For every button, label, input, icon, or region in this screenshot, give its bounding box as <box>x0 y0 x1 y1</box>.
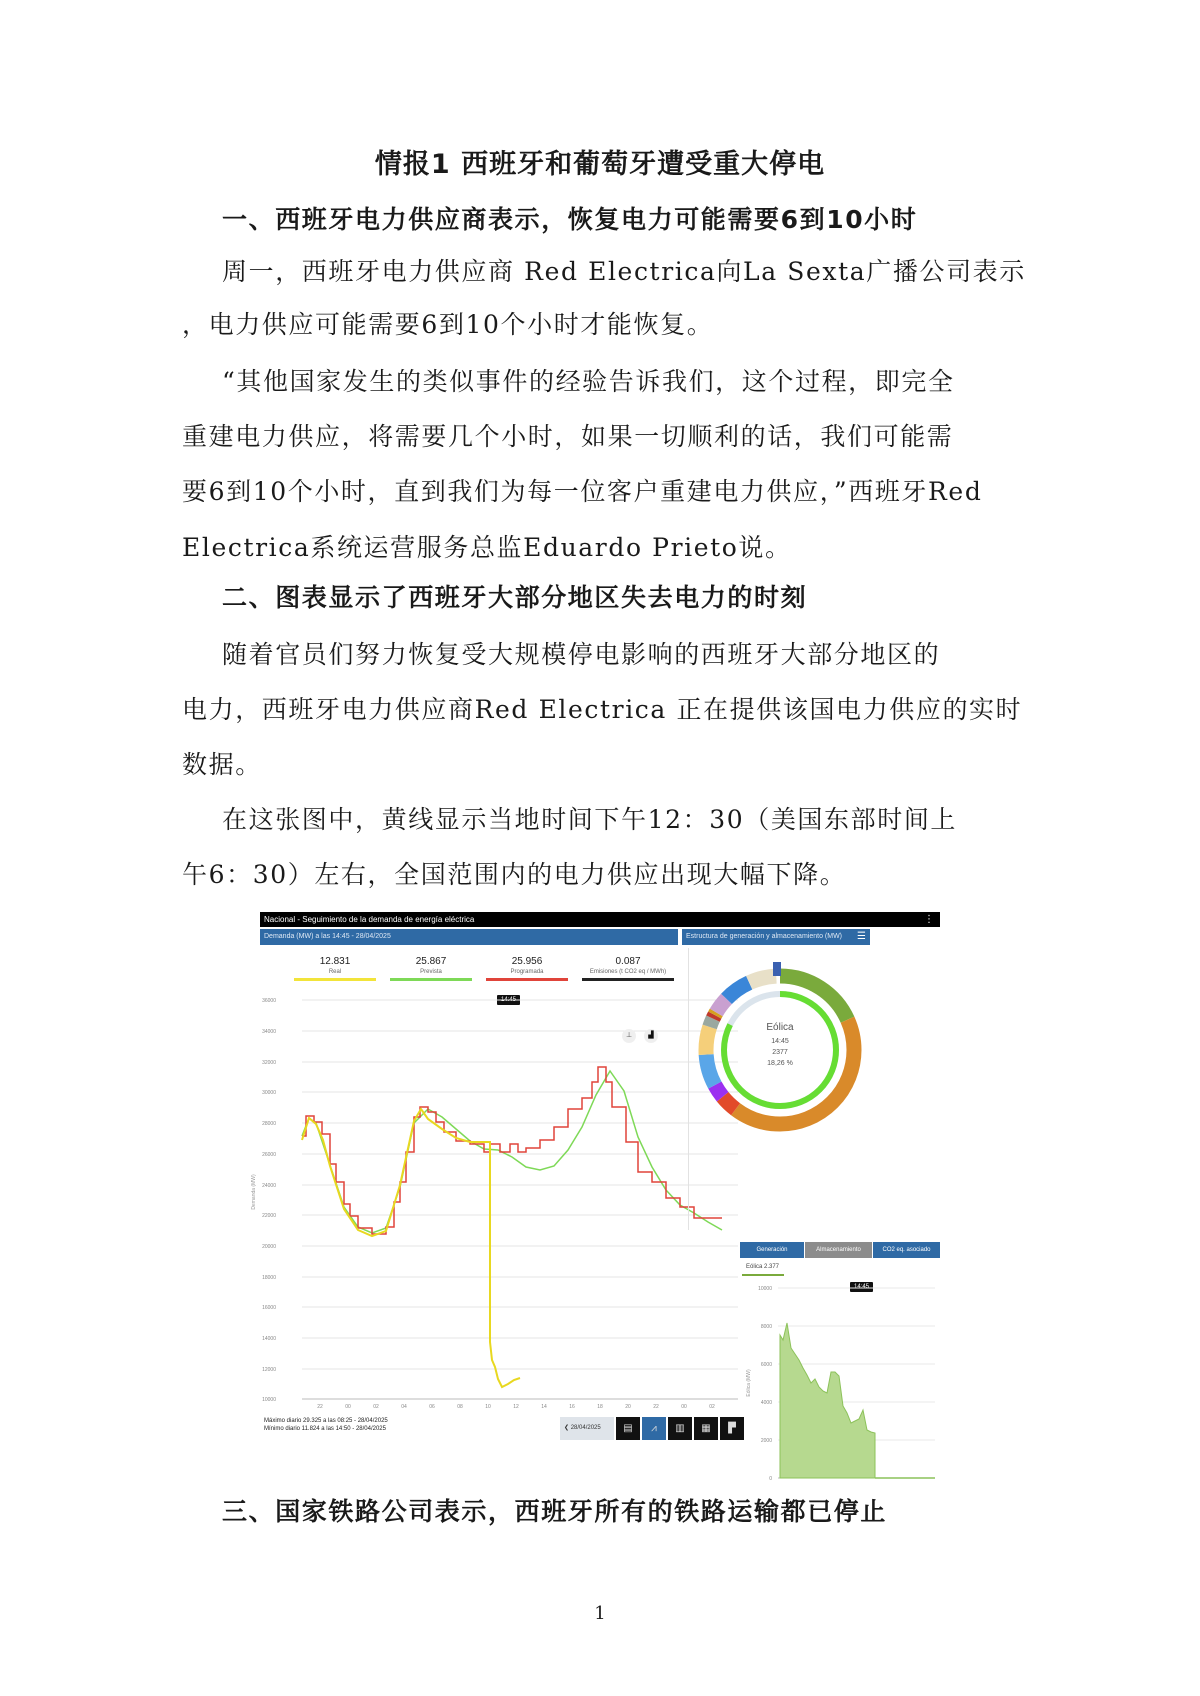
svg-text:36000: 36000 <box>262 998 276 1004</box>
y-tick-labels <box>262 998 276 1403</box>
small-legend-underline <box>742 1274 784 1276</box>
svg-text:12: 12 <box>513 1404 519 1410</box>
date-label: 28/04/2025 <box>570 1425 601 1431</box>
svg-text:14000: 14000 <box>262 1336 276 1342</box>
svg-text:14: 14 <box>541 1404 547 1410</box>
svg-text:2000: 2000 <box>760 1438 772 1444</box>
y-axis-label: Demanda (MW) <box>251 1174 257 1210</box>
more-menu-icon[interactable]: ⋮ <box>924 914 934 925</box>
svg-text:10: 10 <box>485 1404 491 1410</box>
svg-text:4000: 4000 <box>760 1400 772 1406</box>
section1-para1-line2: ，电力供应可能需要6到10个小时才能恢复。 <box>182 310 714 339</box>
x-tick-labels <box>317 1404 715 1410</box>
section1-heading: 一、西班牙电力供应商表示，恢复电力可能需要6到10小时 <box>222 205 918 234</box>
section1-para1-line1: 周一，西班牙电力供应商 Red Electrica向La Sexta广播公司表示 <box>222 257 1026 286</box>
list-icon[interactable]: ☰ <box>857 931 866 942</box>
svg-text:6000: 6000 <box>760 1362 772 1368</box>
max-daily: Máximo diario 29.325 a las 08:25 - 28/04/2025 <box>264 1418 388 1424</box>
generation-donut-chart <box>690 952 870 1142</box>
line-chart-button[interactable]: ⩘ <box>642 1417 666 1440</box>
svg-text:34000: 34000 <box>262 1029 276 1035</box>
document-title: 情报1 西班牙和葡萄牙遭受重大停电 <box>374 149 826 180</box>
svg-text:8000: 8000 <box>760 1324 772 1330</box>
svg-text:02: 02 <box>373 1404 379 1410</box>
eolica-area-chart <box>740 1278 940 1493</box>
tab-almacenamiento[interactable]: Almacenamiento <box>805 1242 872 1258</box>
donut-center-value: 2377 <box>772 1049 788 1056</box>
time-tooltip: 14:45 <box>497 995 520 1005</box>
embedded-demand-screenshot <box>251 912 940 1485</box>
svg-text:18: 18 <box>597 1404 603 1410</box>
calendar-button[interactable]: ▤ <box>616 1417 640 1440</box>
table-button[interactable]: ▥ <box>668 1417 692 1440</box>
bar-chart-button[interactable]: ▦ <box>694 1417 718 1440</box>
svg-text:18000: 18000 <box>262 1275 276 1281</box>
real-line <box>302 1109 520 1387</box>
svg-text:26000: 26000 <box>262 1152 276 1158</box>
svg-text:10000: 10000 <box>758 1286 772 1292</box>
section3-heading: 三、国家铁路公司表示，西班牙所有的铁路运输都已停止 <box>222 1497 888 1526</box>
svg-text:24000: 24000 <box>262 1183 276 1189</box>
svg-text:30000: 30000 <box>262 1090 276 1096</box>
page-number: 1 <box>594 1603 606 1624</box>
stat-value: 25.956 <box>511 956 543 967</box>
svg-text:22000: 22000 <box>262 1213 276 1219</box>
demand-bar: Demanda (MW) a las 14:45 - 28/04/2025 <box>260 929 678 945</box>
svg-text:22: 22 <box>317 1404 323 1410</box>
svg-text:12000: 12000 <box>262 1367 276 1373</box>
section1-para2-line1: “其他国家发生的类似事件的经验告诉我们，这个过程，即完全 <box>222 367 955 396</box>
section2-heading: 二、图表显示了西班牙大部分地区失去电力的时刻 <box>222 583 808 612</box>
prevista-line <box>302 1071 722 1233</box>
stat-value: 12.831 <box>319 956 351 967</box>
donut-center-time: 14:45 <box>771 1038 789 1045</box>
svg-text:16: 16 <box>569 1404 575 1410</box>
small-time-tooltip: 14:45 <box>850 1282 873 1292</box>
generation-tabs <box>740 1242 940 1258</box>
stat-value: 0.087 <box>615 956 641 967</box>
svg-text:10000: 10000 <box>262 1397 276 1403</box>
tab-generacion[interactable]: Generación <box>740 1242 804 1258</box>
tab-co2[interactable]: CO2 eq. asociado <box>873 1242 940 1258</box>
donut-center-name: Eólica <box>766 1022 794 1033</box>
daily-stats <box>264 1417 388 1433</box>
svg-text:0: 0 <box>769 1476 772 1482</box>
demand-line-chart <box>251 912 740 1412</box>
section1-para2-line4: Electrica系统运营服务总监Eduardo Prieto说。 <box>182 533 792 562</box>
svg-text:22: 22 <box>653 1404 659 1410</box>
min-daily: Mínimo diario 11.824 a las 14:50 - 28/04/2025 <box>264 1426 386 1432</box>
section2-para1-line2: 电力，西班牙电力供应商Red Electrica 正在提供该国电力供应的实时 <box>182 695 1023 724</box>
panel-divider <box>688 948 689 1230</box>
svg-text:06: 06 <box>429 1404 435 1410</box>
svg-text:00: 00 <box>681 1404 687 1410</box>
section1-para2-line3: 要6到10个小时，直到我们为每一位客户重建电力供应，”西班牙Red <box>182 477 983 506</box>
svg-text:16000: 16000 <box>262 1305 276 1311</box>
factory-icon[interactable]: ▟ <box>644 1029 658 1043</box>
section1-para2-line2: 重建电力供应，将需要几个小时，如果一切顺利的话，我们可能需 <box>182 422 954 451</box>
svg-text:04: 04 <box>401 1404 407 1410</box>
stat-label: Emisiones (t CO2 eq / MWh) <box>589 969 667 975</box>
back-arrow-icon: ❮ <box>564 1425 570 1431</box>
section2-para2-line1: 在这张图中，黄线显示当地时间下午12：30（美国东部时间上 <box>222 805 958 834</box>
screenshot-header-title: Nacional - Seguimiento de la demanda de energía eléctrica <box>264 915 475 924</box>
svg-text:32000: 32000 <box>262 1060 276 1066</box>
structure-bar-title: Estructura de generación y almacenamiento (MW) <box>686 933 843 940</box>
small-y-axis-label: Eólica (MW) <box>746 1369 752 1397</box>
donut-center-pct: 18,26 % <box>767 1060 793 1067</box>
stat-label: Programada <box>510 969 544 975</box>
eolica-area <box>780 1323 875 1478</box>
svg-text:20: 20 <box>625 1404 631 1410</box>
svg-text:00: 00 <box>345 1404 351 1410</box>
svg-text:20000: 20000 <box>262 1244 276 1250</box>
map-button[interactable]: ▛ <box>720 1417 744 1440</box>
section2-para1-line3: 数据。 <box>182 750 262 779</box>
section2-para1-line1: 随着官员们努力恢复受大规模停电影响的西班牙大部分地区的 <box>222 640 941 669</box>
stat-label: Real <box>328 969 342 975</box>
stat-value: 25.867 <box>415 956 447 967</box>
stat-label: Prevista <box>420 969 442 975</box>
tower-icon[interactable]: ⊥ <box>622 1029 636 1043</box>
y-gridlines <box>302 1000 738 1369</box>
section2-para2-line2: 午6：30）左右，全国范围内的电力供应出现大幅下降。 <box>182 860 847 889</box>
small-legend: Eólica 2.377 <box>746 1264 780 1270</box>
svg-text:28000: 28000 <box>262 1121 276 1127</box>
svg-text:08: 08 <box>457 1404 463 1410</box>
svg-text:02: 02 <box>709 1404 715 1410</box>
date-button[interactable] <box>560 1417 614 1440</box>
